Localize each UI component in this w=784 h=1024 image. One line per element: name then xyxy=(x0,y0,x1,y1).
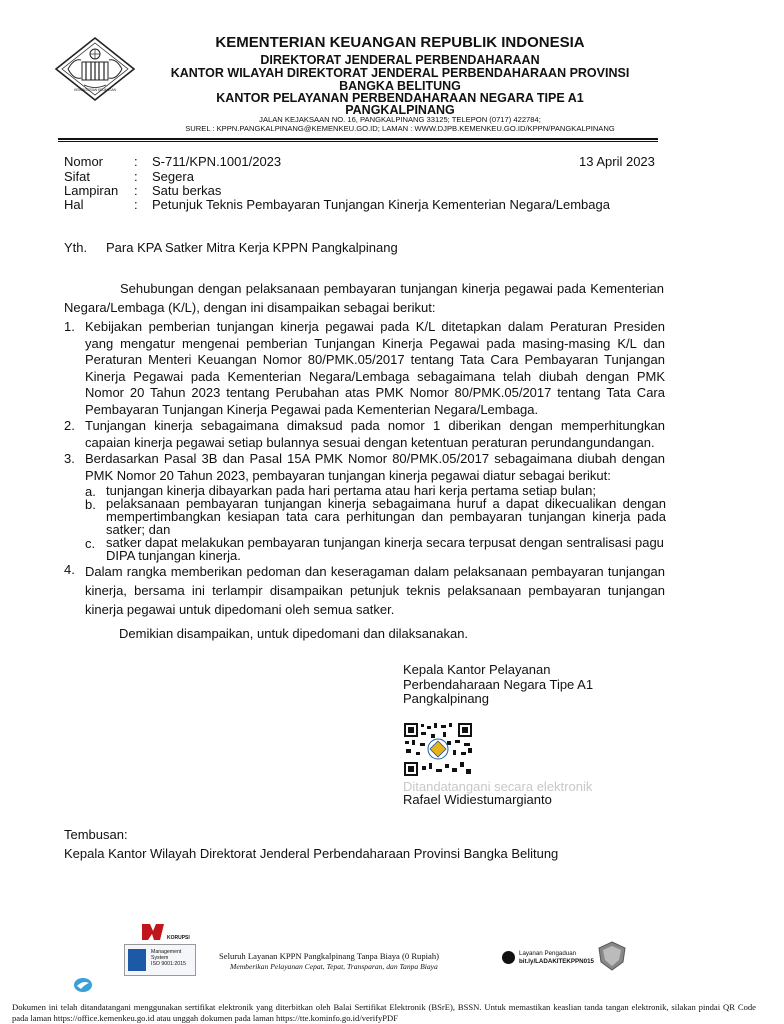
regional-office-line-2: BANGKA BELITUNG xyxy=(339,79,461,93)
subitem-letter: a. xyxy=(85,484,96,499)
subitem-letter: c. xyxy=(85,536,96,551)
colon: : xyxy=(134,183,138,198)
nomor-value: S-711/KPN.1001/2023 xyxy=(152,154,282,169)
list-item: Kebijakan pemberian tunjangan kinerja pegawai pada K/L ditetapkan dalam Peraturan Presiden yang mengatur mengenai pemberian Tunjangan Kinerja Pegawai pada masing-masing K/L dan Peraturan Menteri Keuangan Nomor 80/PMK.05/2017 tentang Tata Cara Pembayaran Tunjangan Kinerja Pegawai pada Kementerian Negara/Lembaga sebagaimana telah diubah dengan PMK Nomor 20 Tahun 2023 tentang Perubahan atas PMK Nomor 80/PMK.05/2017 tentang Tata Cara Pembayaran Tunjangan Kinerja Pegawai pada Kementerian Negara/Lembaga. xyxy=(85,319,665,417)
korupsi-text: KORUPSI xyxy=(167,935,190,941)
item-number: 1. xyxy=(64,319,75,334)
list-item: Tunjangan kinerja sebagaimana dimaksud pada nomor 1 diberikan dengan memperhitungkan capaian kinerja pegawai setiap bulannya sesuai dengan ketentuan peraturan perundangundangan. xyxy=(85,418,665,450)
service-badge-icon xyxy=(597,941,627,971)
anti-corruption-logo xyxy=(140,922,190,942)
colon: : xyxy=(134,197,138,212)
iso-text-1: Management xyxy=(151,949,182,955)
closing-sentence: Demikian disampaikan, untuk dipedomani dan dilaksanakan. xyxy=(119,626,469,641)
signature-qr-code xyxy=(403,722,473,777)
lampiran-value: Satu berkas xyxy=(152,183,222,198)
sifat-label: Sifat xyxy=(64,169,91,184)
iso-text-2: System xyxy=(151,955,169,961)
regional-office-line-1: KANTOR WILAYAH DIREKTORAT JENDERAL PERBENDAHARAAN PROVINSI xyxy=(170,66,630,80)
ministry-name: KEMENTERIAN KEUANGAN REPUBLIK INDONESIA xyxy=(215,34,585,51)
office-contact: SUREL : KPPN.PANGKALPINANG@KEMENKEU.GO.ID; LAMAN : WWW.DJPB.KEMENKEU.GO.ID/KPPN/PANGKALPINANG xyxy=(185,124,615,133)
sub-list-item: pelaksanaan pembayaran tunjangan kinerja sebagaimana huruf a dapat dikecualikan dengan mempertimbangkan kesiapan tata cara perhitungan dan pembayaran tunjangan kinerja pada satker; dan xyxy=(106,496,666,537)
logo-text: KEMENTERIAN KEUANGAN xyxy=(74,88,116,92)
bird-logo-icon xyxy=(73,977,93,993)
intro-paragraph: Sehubungan dengan pelaksanaan pembayaran tunjangan kinerja pegawai pada Kementerian Negara/Lembaga (K/L), dengan ini disampaikan sebagai berikut: xyxy=(64,281,664,315)
sub-list-item: tunjangan kinerja dibayarkan pada hari pertama atau hari kerja pertama setiap bulan; xyxy=(106,483,596,498)
letterhead-divider-thin xyxy=(58,141,658,142)
subitem-letter: b. xyxy=(85,497,96,512)
item-number: 2. xyxy=(64,418,75,433)
lampiran-label: Lampiran xyxy=(64,183,119,198)
service-office-line-2: PANGKALPINANG xyxy=(345,103,455,117)
signatory-title-2: Perbendaharaan Negara Tipe A1 xyxy=(403,677,594,692)
sifat-value: Segera xyxy=(152,169,194,184)
cc-label: Tembusan: xyxy=(64,827,128,842)
letterhead-divider xyxy=(58,138,658,140)
colon: : xyxy=(134,169,138,184)
footer-tagline: Memberikan Pelayanan Cepat, Tepat, Transparan, dan Tanpa Biaya xyxy=(230,962,438,971)
item-number: 3. xyxy=(64,451,75,466)
e-signature-disclaimer: Dokumen ini telah ditandatangani menggunakan sertifikat elektronik yang diterbitkan oleh Balai Sertifikat Elektronik (BSrE), BSSN. Untuk memastikan keaslian tanda tangan elektronik, silakan pindai QR Code pada laman https://office.kemenkeu.go.id atau unggah dokumen pada laman https://tte.kominfo.go.id/verifyPDF xyxy=(12,1002,756,1023)
colon: : xyxy=(134,154,138,169)
service-office-line-1: KANTOR PELAYANAN PERBENDAHARAAN NEGARA TIPE A1 xyxy=(216,91,584,105)
yth-label: Yth. xyxy=(64,240,88,255)
list-item: Berdasarkan Pasal 3B dan Pasal 15A PMK Nomor 80/PMK.05/2017 sebagaimana diubah dengan PMK Nomor 20 Tahun 2023, pembayaran tunjangan kinerja pegawai diatur sebagai berikut: xyxy=(85,451,665,483)
signatory-title-1: Kepala Kantor Pelayanan xyxy=(403,662,551,677)
office-address: JALAN KEJAKSAAN NO. 16, PANGKALPINANG 33125; TELEPON (0717) 422784; xyxy=(259,115,541,124)
letter-date: 13 April 2023 xyxy=(579,154,655,169)
item-number: 4. xyxy=(64,562,75,577)
iso-mark xyxy=(128,949,146,971)
nomor-label: Nomor xyxy=(64,154,104,169)
complaint-link[interactable]: bit.ly/LADAKITEKPPN015 xyxy=(519,958,594,965)
iso-text-3: ISO 9001:2015 xyxy=(151,961,186,967)
footer-slogan: Seluruh Layanan KPPN Pangkalpinang Tanpa Biaya (0 Rupiah) xyxy=(219,951,440,961)
signatory-name: Rafael Widiestumargianto xyxy=(403,792,552,807)
complaint-label: Layanan Pengaduan xyxy=(519,950,577,957)
list-item: Dalam rangka memberikan pedoman dan keseragaman dalam pelaksanaan pembayaran tunjangan kinerja, bersama ini terlampir disampaikan petunjuk teknis pelaksanaan pembayaran tunjangan kinerja pegawai untuk dipedomani oleh semua satker. xyxy=(85,564,665,617)
hal-label: Hal xyxy=(64,197,84,212)
directorate-name: DIREKTORAT JENDERAL PERBENDAHARAAN xyxy=(260,53,540,67)
cc-recipient: Kepala Kantor Wilayah Direktorat Jenderal Perbendaharaan Provinsi Bangka Belitung xyxy=(64,846,559,861)
addressee-name: Para KPA Satker Mitra Kerja KPPN Pangkalpinang xyxy=(106,240,398,255)
whatsapp-icon xyxy=(502,951,515,964)
iso-certification-badge xyxy=(124,944,196,976)
signatory-title-3: Pangkalpinang xyxy=(403,691,490,706)
hal-value: Petunjuk Teknis Pembayaran Tunjangan Kinerja Kementerian Negara/Lembaga xyxy=(152,197,610,212)
sub-list-item: satker dapat melakukan pembayaran tunjangan kinerja secara terpusat dengan sentralisasi pagu DIPA tunjangan kinerja. xyxy=(106,535,664,563)
electronic-signature-note: Ditandatangani secara elektronik xyxy=(403,779,593,794)
